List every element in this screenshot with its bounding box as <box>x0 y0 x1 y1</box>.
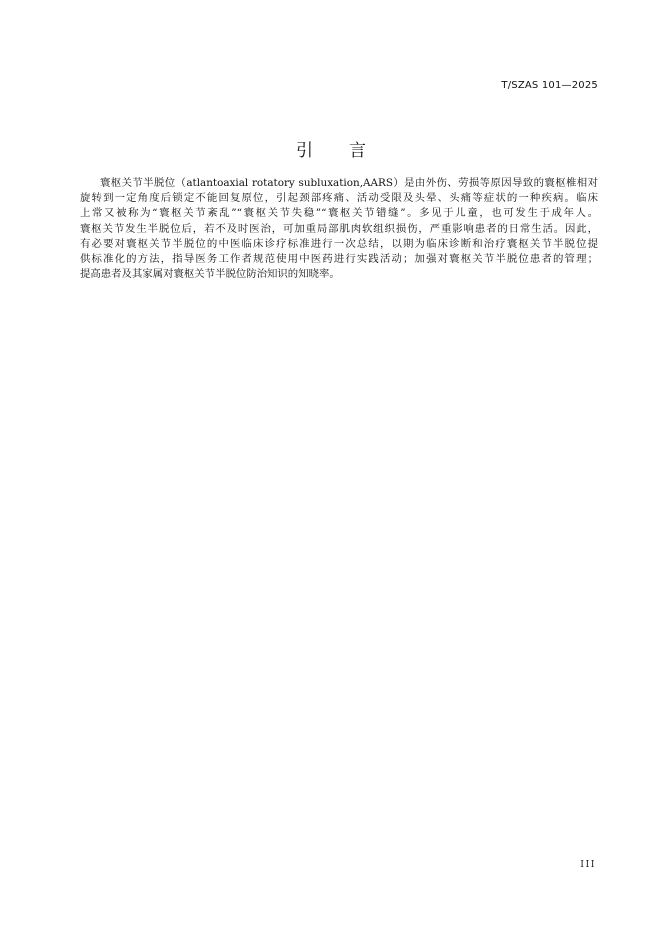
paragraph-line: 有必要对寰枢关节半脱位的中医临床诊疗标准进行一次总结，以期为临床诊断和治疗寰枢关节半脱位提 <box>80 237 598 250</box>
standard-code: T/SZAS 101—2025 <box>501 80 598 91</box>
introduction-paragraph <box>80 176 598 282</box>
paragraph-line: 上常又被称为“寰枢关节紊乱”“寰枢关节失稳”“寰枢关节错缝”。多见于儿童，也可发生于成年人。 <box>80 207 598 220</box>
paragraph-line: 供标准化的方法，指导医务工作者规范使用中医药进行实践活动；加强对寰枢关节半脱位患者的管理； <box>80 253 598 266</box>
page-title: 引言 <box>296 141 402 161</box>
paragraph-line: 旋转到一定角度后锁定不能回复原位，引起颈部疼痛、活动受限及头晕、头痛等症状的一种疾病。临床 <box>80 192 598 205</box>
paragraph-line: 提高患者及其家属对寰枢关节半脱位防治知识的知晓率。 <box>80 268 340 281</box>
paragraph-line: 寰枢关节发生半脱位后，若不及时医治，可加重局部肌肉软组织损伤，严重影响患者的日常生活。因此， <box>80 222 598 235</box>
paragraph-line: 寰枢关节半脱位（atlantoaxial rotatory subluxation,AARS）是由外伤、劳损等原因导致的寰枢椎相对 <box>100 177 598 189</box>
page-number: III <box>580 859 596 870</box>
